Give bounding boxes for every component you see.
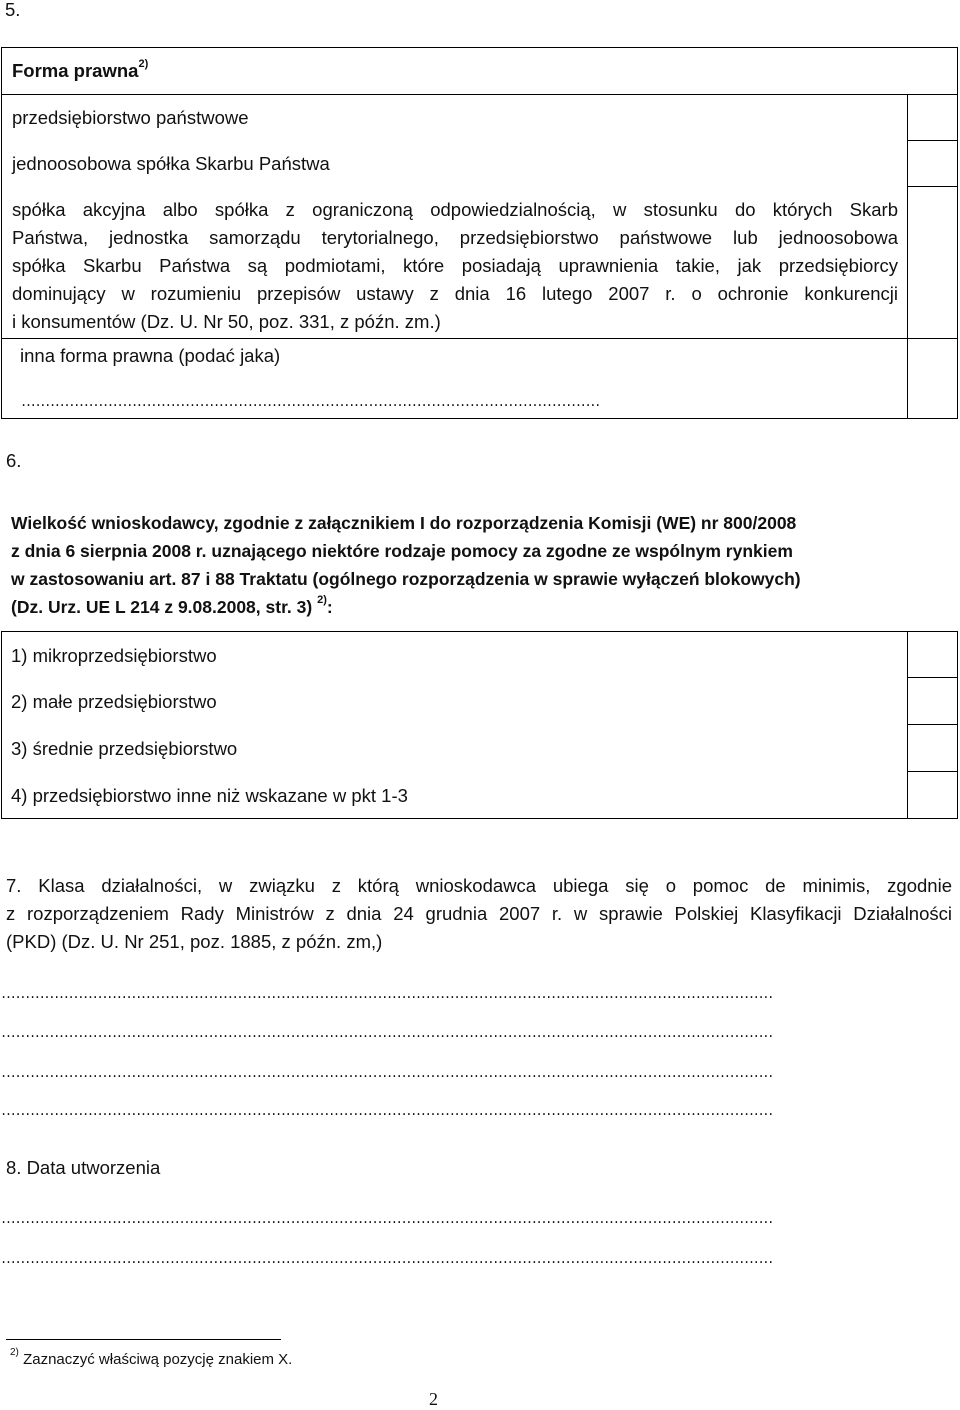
section-5-title: Forma prawna$^{2)}$: [12, 57, 149, 81]
section-7-text: 7. Klasa działalności, w związku z którą wnioskodawca ubiega się o pomoc de minimis, zgodnie z rozporządzeniem Rady Ministrów z dnia 24 grudnia 2007 r. w sprawie Polskiej Klasyfikacji Działalności (PKD) (Dz. U. Nr 251, poz. 1885, z późn. zm,): [6, 875, 952, 952]
pkd-input-line-2[interactable]: ................................................................................................................................................................: [0, 1026, 772, 1040]
size-option-small: 2) małe przedsiębiorstwo: [11, 691, 217, 712]
option-company-text: spółka akcyjna albo spółka z ograniczoną odpowiedzialnością, w stosunku do których Skarb Państwa, jednostka samorządu terytorialnego, przedsiębiorstwo państwowe lub jednoosobowa spółka Skarbu Państwa są podmiotami, które posiadają uprawnienia takie, jak przedsiębiorcy dominujący w rozumieniu przepisów ustawy z dnia 16 lutego 2007 r. o ochronie konkurencji i konsumentów (Dz. U. Nr 50, poz. 331, z późn. zm.): [12, 199, 898, 332]
size-option-micro: 1) mikroprzedsiębiorstwo: [11, 645, 217, 666]
section-6-heading: Wielkość wnioskodawcy, zgodnie z załącznikiem I do rozporządzenia Komisji (WE) nr 800/2008 z dnia 6 sierpnia 2008 r. uznającego niektóre rodzaje pomocy za zgodne ze wspólnym rynkiem w zastosowaniu art. 87 i 88 Traktatu (ogólnego rozporządzenia w sprawie wyłączeń blokowych) (Dz. Urz. UE L 214 z 9.08.2008, str. 3) $^{2)}$:: [11, 513, 801, 617]
creation-date-input-line-2[interactable]: ................................................................................................................................................................: [0, 1252, 772, 1266]
checkbox-state-enterprise[interactable]: [908, 95, 958, 140]
checkbox-size-micro[interactable]: [908, 632, 958, 677]
section-8-label: 8. Data utworzenia: [6, 1157, 161, 1178]
option-state-enterprise: przedsiębiorstwo państwowe: [12, 107, 249, 128]
creation-date-input-line-1[interactable]: ................................................................................................................................................................: [0, 1212, 772, 1226]
checkbox-size-medium[interactable]: [908, 725, 958, 771]
section-5-number: 5.: [5, 0, 21, 20]
size-option-medium: 3) średnie przedsiębiorstwo: [11, 738, 238, 759]
other-form-input[interactable]: ........................................................................................................................: [20, 395, 599, 409]
checkbox-size-other[interactable]: [908, 772, 958, 819]
option-other-form: inna forma prawna (podać jaka): [20, 345, 281, 366]
size-option-other: 4) przedsiębiorstwo inne niż wskazane w pkt 1-3: [11, 785, 408, 806]
footnote-separator: [6, 1339, 281, 1340]
page-number: 2: [429, 1389, 438, 1409]
section-6-number: 6.: [6, 450, 22, 471]
pkd-input-line-1[interactable]: ................................................................................................................................................................: [0, 987, 772, 1001]
pkd-input-line-3[interactable]: ................................................................................................................................................................: [0, 1066, 772, 1080]
checkbox-company[interactable]: [908, 187, 958, 338]
option-sole-shareholder: jednoosobowa spółka Skarbu Państwa: [12, 153, 330, 174]
checkbox-sole-shareholder[interactable]: [908, 141, 958, 186]
footnote: $^{2)}$ Zaznaczyć właściwą pozycję znakiem X.: [10, 1347, 293, 1368]
checkbox-size-small[interactable]: [908, 678, 958, 724]
checkbox-other-form[interactable]: [908, 339, 958, 419]
pkd-input-line-4[interactable]: ................................................................................................................................................................: [0, 1104, 772, 1118]
